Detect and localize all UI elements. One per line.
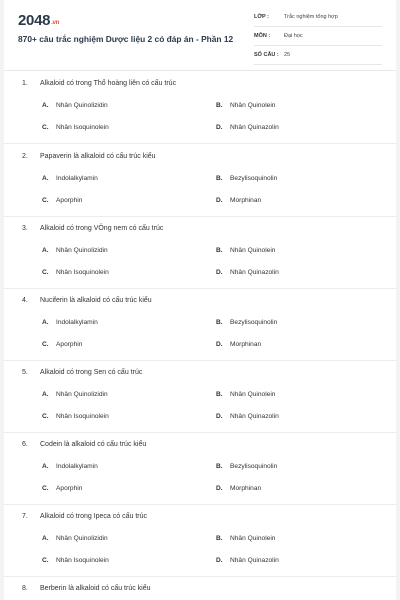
question-text: Alkaloid có trong Ipeca có cấu trúc bbox=[40, 513, 148, 520]
meta-row-class bbox=[254, 10, 382, 27]
meta-row-question-count bbox=[254, 48, 382, 65]
site-logo[interactable] bbox=[18, 12, 59, 29]
option-letter: A. bbox=[42, 463, 49, 470]
meta-value: Đại học bbox=[284, 33, 303, 39]
question-item bbox=[4, 504, 396, 577]
meta-key: LỚP : bbox=[254, 14, 269, 20]
option-text: Nhân Isoquinolein bbox=[56, 124, 109, 131]
option-letter: A. bbox=[42, 535, 49, 542]
option-letter: B. bbox=[216, 175, 223, 182]
option-text: Nhân Quinolein bbox=[230, 102, 276, 109]
option-letter: B. bbox=[216, 535, 223, 542]
option-text: Aporphin bbox=[56, 341, 83, 348]
question-number: 7. bbox=[22, 513, 28, 520]
question-text: Alkaloid có trong VÔng nem có cấu trúc bbox=[40, 225, 164, 232]
option-text: Nhân Quinolein bbox=[230, 247, 276, 254]
option-text: Nhân Isoquinolein bbox=[56, 269, 109, 276]
option-letter: A. bbox=[42, 175, 49, 182]
meta-value: Trắc nghiệm tổng hợp bbox=[284, 14, 338, 20]
option-text: Nhân Quinazolin bbox=[230, 413, 279, 420]
option-letter: A. bbox=[42, 247, 49, 254]
question-number: 6. bbox=[22, 441, 28, 448]
option-text: Morphinan bbox=[230, 485, 262, 492]
option-letter: B. bbox=[216, 247, 223, 254]
option-text: Nhân Isoquinolein bbox=[56, 557, 109, 564]
option-text: Bezylisoquinolin bbox=[230, 319, 278, 326]
option-letter: C. bbox=[42, 269, 49, 276]
question-item bbox=[4, 144, 396, 217]
question-number: 8. bbox=[22, 585, 28, 592]
option-text: Nhân Quinolein bbox=[230, 391, 276, 398]
question-item bbox=[4, 288, 396, 361]
option-letter: D. bbox=[216, 341, 223, 348]
question-text: Alkaloid có trong Sen có cấu trúc bbox=[40, 369, 143, 376]
option-text: Morphinan bbox=[230, 341, 262, 348]
option-letter: D. bbox=[216, 197, 223, 204]
option-letter: A. bbox=[42, 319, 49, 326]
meta-row-subject bbox=[254, 29, 382, 46]
option-letter: D. bbox=[216, 557, 223, 564]
question-number: 1. bbox=[22, 80, 28, 87]
option-letter: A. bbox=[42, 102, 49, 109]
option-text: Indolalkylamin bbox=[56, 319, 98, 326]
meta-key: MÔN : bbox=[254, 33, 271, 39]
option-letter: B. bbox=[216, 319, 223, 326]
quiz-page bbox=[4, 0, 396, 600]
question-item bbox=[4, 432, 396, 505]
option-letter: D. bbox=[216, 269, 223, 276]
option-letter: D. bbox=[216, 485, 223, 492]
option-text: Indolalkylamin bbox=[56, 463, 98, 470]
option-letter: D. bbox=[216, 413, 223, 420]
page-header bbox=[4, 0, 396, 70]
question-number: 4. bbox=[22, 297, 28, 304]
option-text: Nhân Quinazolin bbox=[230, 269, 279, 276]
question-text: Alkaloid có trong Thổ hoàng liên có cấu trúc bbox=[40, 80, 177, 87]
page-title: 870+ câu trắc nghiệm Dược liệu 2 có đáp án - Phần 12 bbox=[18, 34, 234, 44]
option-text: Nhân Quinazolin bbox=[230, 557, 279, 564]
meta-key: SỐ CÂU : bbox=[254, 52, 279, 58]
question-number: 3. bbox=[22, 225, 28, 232]
question-item bbox=[4, 360, 396, 433]
option-letter: B. bbox=[216, 463, 223, 470]
question-text: Papaverin là alkaloid có cấu trúc kiểu bbox=[40, 153, 156, 160]
option-letter: C. bbox=[42, 341, 49, 348]
option-letter: C. bbox=[42, 485, 49, 492]
option-text: Bezylisoquinolin bbox=[230, 175, 278, 182]
question-item bbox=[4, 576, 396, 600]
option-text: Bezylisoquinolin bbox=[230, 463, 278, 470]
logo-text[interactable]: 2048 bbox=[18, 12, 51, 29]
quiz-meta bbox=[254, 10, 382, 67]
option-text: Aporphin bbox=[56, 485, 83, 492]
option-letter: D. bbox=[216, 124, 223, 131]
option-letter: A. bbox=[42, 391, 49, 398]
meta-value: 25 bbox=[284, 52, 291, 58]
question-item bbox=[4, 71, 396, 144]
option-letter: C. bbox=[42, 413, 49, 420]
option-text: Nhân Quinolizidin bbox=[56, 535, 108, 542]
question-text: Nuciferin là alkaloid có cấu trúc kiểu bbox=[40, 297, 152, 304]
option-text: Nhân Quinolizidin bbox=[56, 102, 108, 109]
option-letter: C. bbox=[42, 124, 49, 131]
question-item bbox=[4, 216, 396, 289]
option-text: Nhân Quinolizidin bbox=[56, 391, 108, 398]
option-letter: C. bbox=[42, 197, 49, 204]
question-number: 2. bbox=[22, 153, 28, 160]
logo-suffix[interactable]: .vn bbox=[51, 20, 59, 26]
option-letter: B. bbox=[216, 391, 223, 398]
option-text: Nhân Quinolein bbox=[230, 535, 276, 542]
question-number: 5. bbox=[22, 369, 28, 376]
option-text: Aporphin bbox=[56, 197, 83, 204]
option-text: Nhân Isoquinolein bbox=[56, 413, 109, 420]
option-text: Indolalkylamin bbox=[56, 175, 98, 182]
question-text: Codein là alkaloid có cấu trúc kiểu bbox=[40, 441, 147, 448]
option-text: Nhân Quinolizidin bbox=[56, 247, 108, 254]
option-letter: C. bbox=[42, 557, 49, 564]
question-text: Berberin là alkaloid có cấu trúc kiểu bbox=[40, 585, 151, 592]
option-text: Nhân Quinazolin bbox=[230, 124, 279, 131]
option-text: Morphinan bbox=[230, 197, 262, 204]
option-letter: B. bbox=[216, 102, 223, 109]
